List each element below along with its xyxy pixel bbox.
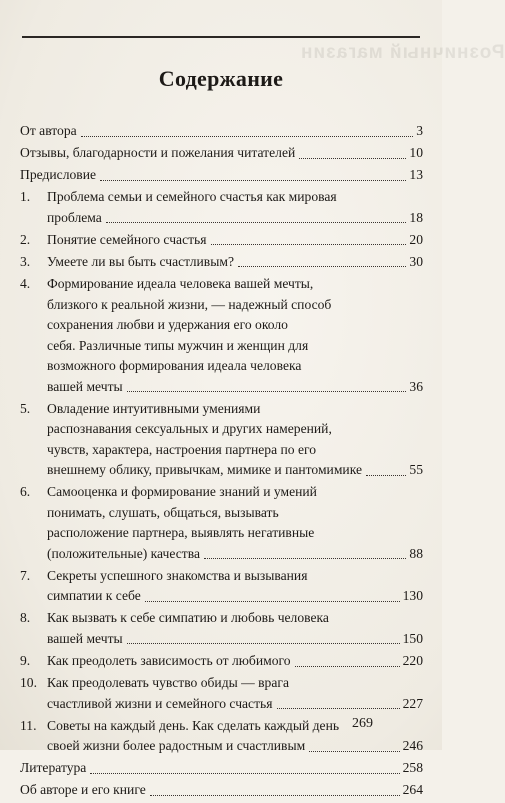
dot-leader (100, 180, 406, 181)
toc-entry-body (20, 252, 423, 273)
toc-entry-text: своей жизни более радостным и счастливым (47, 738, 306, 754)
toc-entry-page: 264 (402, 782, 423, 798)
page-title: Содержание (158, 66, 284, 91)
page-number: 269 (352, 716, 373, 731)
toc-entry-page: 10 (409, 145, 423, 161)
toc-entry-page: 18 (409, 209, 423, 225)
toc-entry[interactable] (20, 165, 423, 186)
toc-entry-number: 1. (20, 189, 31, 205)
toc-entry-text: От автора (20, 123, 77, 138)
toc-entry-line (47, 608, 423, 629)
dot-leader (145, 601, 400, 602)
dot-leader (204, 558, 406, 559)
toc-entry-line (47, 187, 423, 208)
dot-leader (238, 266, 406, 267)
toc-entry-body (20, 399, 423, 481)
toc-entry[interactable] (20, 252, 423, 273)
toc-entry-page: 246 (402, 738, 423, 754)
toc-entry-line (47, 586, 423, 607)
toc-entry-text: понимать, слушать, общаться, вызывать (47, 504, 279, 520)
dot-leader (211, 244, 407, 245)
toc-entry-text: вашей мечты (47, 378, 123, 394)
toc-entry-line (47, 399, 423, 420)
toc-entry-text: Как преодолевать чувство обиды — врага (47, 675, 289, 691)
toc-entry-line (47, 736, 423, 757)
toc-entry-body (20, 608, 423, 649)
toc-entry-line (47, 230, 423, 251)
toc-entry-number: 4. (20, 276, 31, 292)
toc-entry-number: 3. (20, 253, 31, 269)
toc-entry-text: себя. Различные типы мужчин и женщин для (47, 337, 309, 353)
toc-entry[interactable] (20, 230, 423, 251)
toc-entry-page: 258 (402, 760, 423, 776)
toc-entry-line (47, 208, 423, 229)
dot-leader (299, 158, 406, 159)
toc-entry[interactable] (20, 758, 423, 779)
toc-entry-line (47, 295, 423, 316)
toc-entry-line (47, 629, 423, 650)
toc-entry-page: 130 (402, 588, 423, 604)
toc-entry-body (20, 230, 423, 251)
toc-entry[interactable] (20, 482, 423, 564)
toc-entry-line (20, 758, 423, 779)
toc-entry-text: Предисловие (20, 167, 97, 183)
toc-entry[interactable] (20, 143, 423, 164)
toc-entry-body (20, 566, 423, 607)
toc-entry-line (20, 121, 423, 142)
toc-entry-body (20, 165, 423, 186)
toc-entry-number: 11. (20, 717, 37, 733)
toc-entry-body (20, 121, 423, 142)
toc-entry-text: Советы на каждый день. Как сделать каждый день (47, 717, 340, 733)
toc-entry-page: 3 (416, 123, 423, 138)
toc-entry-line (47, 336, 423, 357)
toc-entry-text: проблема (47, 209, 102, 225)
dot-leader (366, 475, 406, 476)
toc-entry-text: расположение партнера, выявлять негативные (47, 525, 315, 541)
toc-entry-page: 227 (402, 695, 423, 711)
dot-leader (81, 136, 414, 137)
toc-entry-text: Литература (20, 760, 87, 776)
dot-leader (277, 708, 400, 709)
toc-entry-line (47, 274, 423, 295)
toc-entry-number: 5. (20, 400, 31, 416)
toc-entry[interactable] (20, 399, 423, 481)
toc-entry[interactable] (20, 121, 423, 142)
toc-entry-body (20, 651, 423, 672)
table-of-contents (20, 121, 423, 803)
toc-entry[interactable] (20, 566, 423, 607)
toc-entry-text: Отзывы, благодарности и пожелания читателей (20, 145, 296, 161)
toc-entry[interactable] (20, 187, 423, 228)
toc-entry-number: 8. (20, 610, 31, 626)
toc-entry-line (47, 252, 423, 273)
toc-entry-text: Самооценка и формирование знаний и умений (47, 484, 317, 500)
toc-entry-line (47, 544, 423, 565)
toc-entry-line (47, 377, 423, 398)
toc-entry[interactable] (20, 780, 423, 801)
dot-leader (106, 222, 407, 223)
toc-entry-text: сохранения любви и удержания его около (47, 317, 288, 333)
toc-entry-line (20, 780, 423, 801)
toc-entry-text: симпатии к себе (47, 588, 141, 604)
toc-entry-page: 150 (402, 630, 423, 646)
toc-entry-page: 88 (409, 545, 423, 561)
toc-entry-text: (положительные) качества (47, 545, 200, 561)
toc-entry-page: 20 (409, 231, 423, 247)
toc-entry-body (20, 673, 423, 714)
toc-entry-number: 7. (20, 567, 31, 583)
toc-entry-body (20, 482, 423, 564)
toc-entry-text: Об авторе и его книге (20, 782, 146, 798)
toc-entry-line (47, 694, 423, 715)
dot-leader (90, 773, 399, 774)
toc-entry-page: 220 (402, 653, 423, 669)
toc-entry[interactable] (20, 651, 423, 672)
toc-entry-body (20, 143, 423, 164)
toc-entry-body (20, 274, 423, 397)
toc-entry-body (20, 780, 423, 801)
toc-entry-line (47, 482, 423, 503)
toc-entry-text: Овладение интуитивными умениями (47, 400, 261, 416)
toc-entry-text: распознавания сексуальных и других намерений, (47, 421, 332, 437)
toc-entry-line (47, 460, 423, 481)
toc-entry-text: Формирование идеала человека вашей мечты, (47, 276, 314, 292)
toc-entry-page: 55 (409, 462, 423, 478)
header-rule (22, 36, 420, 38)
toc-entry[interactable] (20, 274, 423, 397)
toc-entry-page: 30 (409, 253, 423, 269)
toc-entry-text: Понятие семейного счастья (47, 231, 207, 247)
bleed-through-text: Розничный магазин (300, 42, 505, 63)
toc-entry-line (47, 673, 423, 694)
toc-entry-text: Умеете ли вы быть счастливым? (47, 253, 234, 269)
toc-entry-text: близкого к реальной жизни, — надежный способ (47, 296, 332, 312)
toc-entry-line (47, 440, 423, 461)
toc-entry-body (20, 187, 423, 228)
toc-entry-line (47, 523, 423, 544)
dot-leader (150, 795, 400, 796)
toc-entry-text: внешнему облику, привычкам, мимике и пантомимике (47, 462, 363, 478)
toc-entry[interactable] (20, 608, 423, 649)
toc-entry[interactable] (20, 673, 423, 714)
dot-leader (309, 751, 399, 752)
toc-entry-number: 2. (20, 231, 31, 247)
toc-entry-page: 13 (409, 167, 423, 183)
toc-entry-text: возможного формирования идеала человека (47, 358, 302, 374)
dot-leader (127, 643, 400, 644)
toc-entry-body (20, 758, 423, 779)
toc-entry-line (47, 356, 423, 377)
toc-entry-line (47, 566, 423, 587)
toc-entry-text: вашей мечты (47, 630, 123, 646)
toc-entry-text: чувств, характера, настроения партнера по его (47, 441, 317, 457)
toc-entry-line (47, 419, 423, 440)
toc-entry-number: 6. (20, 484, 31, 500)
toc-entry-text: счастливой жизни и семейного счастья (47, 695, 273, 711)
toc-entry-line (47, 315, 423, 336)
toc-entry-line (20, 165, 423, 186)
toc-entry-line (20, 143, 423, 164)
dot-leader (127, 391, 407, 392)
toc-entry-line (47, 651, 423, 672)
toc-entry-page: 36 (409, 378, 423, 394)
toc-entry-text: Проблема семьи и семейного счастья как мировая (47, 189, 337, 205)
toc-entry-text: Как преодолеть зависимость от любимого (47, 653, 291, 669)
toc-entry-text: Секреты успешного знакомства и вызывания (47, 567, 308, 583)
toc-entry-number: 10. (20, 675, 37, 691)
toc-entry-text: Как вызвать к себе симпатию и любовь человека (47, 610, 329, 626)
toc-entry-line (47, 503, 423, 524)
toc-entry-number: 9. (20, 653, 31, 669)
dot-leader (295, 666, 400, 667)
